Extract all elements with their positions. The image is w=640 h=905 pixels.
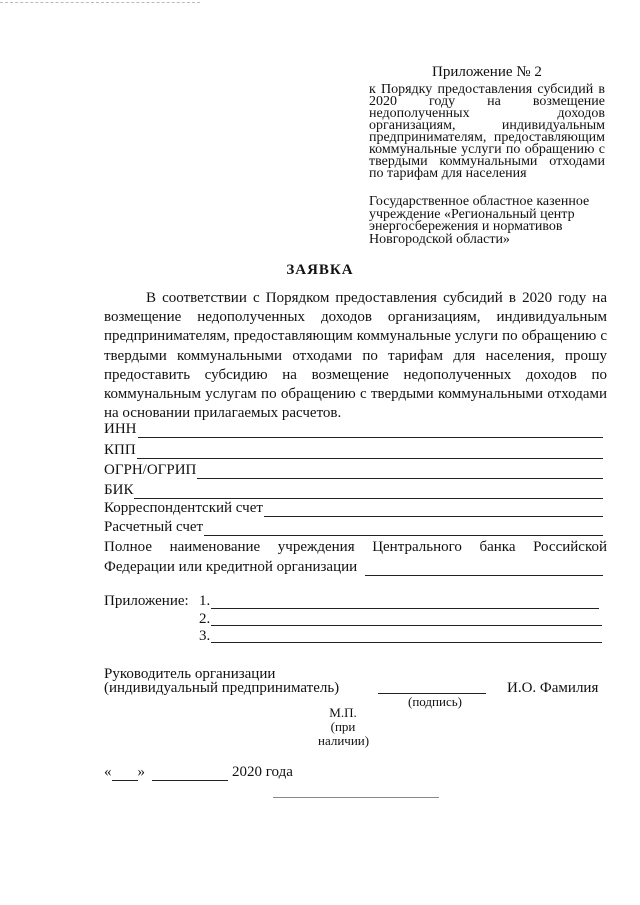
head-title-line2: (индивидуальный предприниматель)	[104, 680, 340, 696]
appendix-text: к Порядку предоставления субсидий в 2020 году на возмещение недополученных доходов организациям, индивидуальным предпринимателям, предоставляющим коммунальные услуги по обращению с твердыми коммунальными отходами по тарифам для населения	[369, 82, 605, 181]
appendix-title: Приложение № 2	[432, 64, 542, 80]
bank-name-label-line2: Федерации или кредитной организации	[104, 559, 358, 575]
inn-label: ИНН	[104, 421, 137, 437]
addressee-line: энергосбережения и нормативов	[369, 219, 563, 234]
ogrn-line[interactable]	[197, 464, 603, 479]
bik-line[interactable]	[134, 484, 603, 499]
attachment-line[interactable]	[211, 641, 602, 643]
bank-name-line[interactable]	[365, 561, 603, 576]
date-quote-open: «	[104, 764, 112, 780]
attachment-line[interactable]	[211, 624, 602, 626]
head-name: И.О. Фамилия	[507, 680, 599, 696]
date-month-line[interactable]	[152, 767, 228, 781]
inn-field[interactable]	[104, 420, 603, 438]
addressee-line: учреждение «Региональный центр	[369, 206, 575, 222]
attachment-number: 1.	[199, 593, 211, 609]
kpp-field[interactable]	[104, 441, 603, 459]
stamp-placeholder: М.П. (при наличии)	[318, 705, 370, 748]
document-title: ЗАЯВКА	[286, 262, 354, 278]
corr-account-label: Корреспондентский счет	[104, 500, 263, 516]
bank-name-label-line1: Полное наименование учреждения Центрального банка Российской	[104, 539, 607, 555]
date-day-line[interactable]	[112, 767, 138, 781]
corr-account-line[interactable]	[264, 502, 603, 517]
bank-name-field[interactable]	[104, 558, 603, 576]
settlement-account-field[interactable]	[104, 518, 603, 536]
attachment-number: 2.	[199, 611, 211, 627]
scan-edge-line	[0, 2, 200, 3]
bottom-divider	[273, 796, 439, 798]
signature-caption: (подпись)	[408, 694, 462, 709]
ogrn-label: ОГРН/ОГРИП	[104, 462, 197, 478]
kpp-label: КПП	[104, 442, 136, 458]
date-year-text: 2020 года	[232, 764, 293, 780]
inn-line[interactable]	[138, 423, 604, 438]
application-body	[104, 289, 607, 423]
bik-field[interactable]	[104, 481, 603, 499]
head-title-line1: Руководитель организации	[104, 666, 276, 682]
addressee-line: Государственное областное казенное	[369, 194, 590, 209]
settlement-account-line[interactable]	[204, 521, 603, 536]
application-body-text: В соответствии с Порядком предоставления субсидий в 2020 году на возмещение недополученных доходов организациям, индивидуальным предпринимателям, предоставляющим коммунальные услуги по обращению с твердыми коммунальными отходами по тарифам для населения, прошу предоставить субсидию на возмещение недополученных доходов по коммунальным услугам по обращению с твердыми коммунальными отходами на основании прилагаемых расчетов.	[104, 290, 607, 422]
attachments-label: Приложение:	[104, 593, 189, 609]
addressee	[369, 196, 609, 246]
ogrn-field[interactable]	[104, 461, 603, 479]
settlement-account-label: Расчетный счет	[104, 519, 204, 535]
addressee-line: Новгородской области»	[369, 231, 510, 247]
corr-account-field[interactable]	[104, 499, 603, 517]
date-quote-close: »	[137, 764, 145, 780]
date-field[interactable]	[104, 764, 293, 781]
attachment-number: 3.	[199, 628, 211, 644]
kpp-line[interactable]	[137, 444, 603, 459]
attachment-line[interactable]	[211, 607, 599, 609]
bik-label: БИК	[104, 482, 134, 498]
